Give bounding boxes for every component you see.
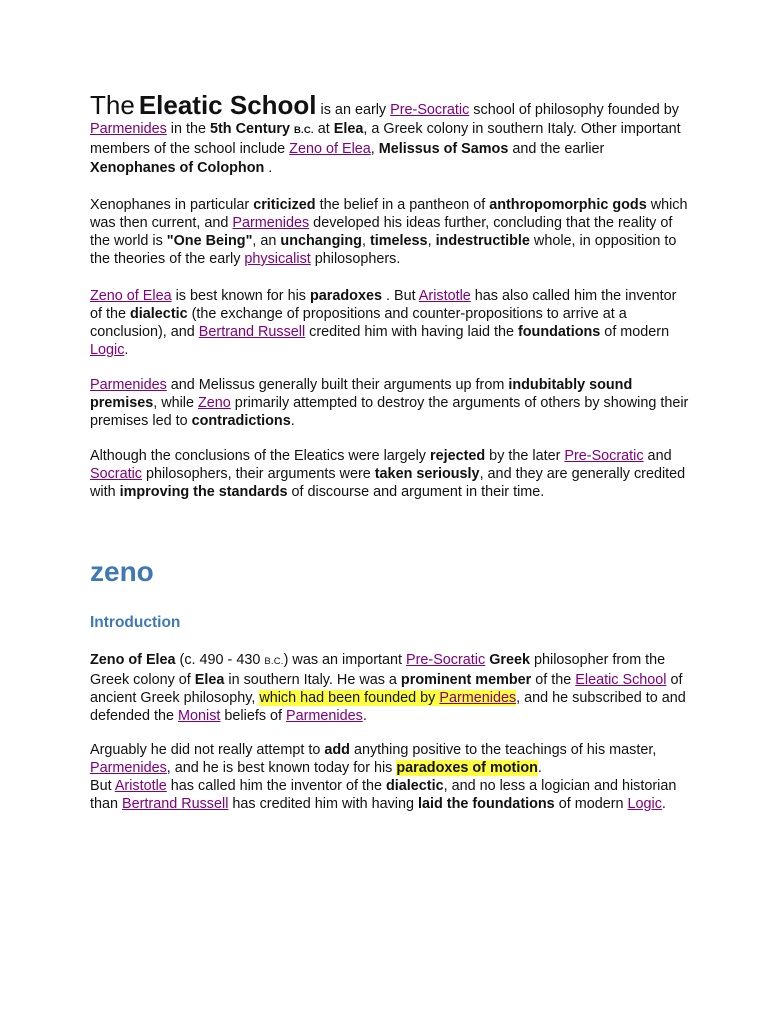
text: of discourse and argument in their time. (287, 484, 545, 500)
text: (c. 490 - 430 (175, 652, 265, 668)
bold-zeno-of-elea: Zeno of Elea (90, 652, 176, 668)
title-the: The (90, 90, 135, 120)
text: is best known for his (171, 288, 310, 304)
bold-contradictions: contradictions (191, 413, 291, 429)
text: , (427, 233, 436, 249)
bold-dialectic: dialectic (385, 778, 444, 794)
link-parmenides[interactable]: Parmenides (90, 760, 167, 776)
text: of ancient Greek philosophy, (90, 672, 683, 706)
bold-indestructible: indestructible (435, 233, 530, 249)
text: Although the conclusions of the Eleatics were largely (90, 448, 430, 464)
bold-taken-seriously: taken seriously (374, 466, 480, 482)
text: , and he subscribed to and defended the (90, 690, 686, 724)
text: . But (381, 288, 419, 304)
paragraph-zeno-paradoxes (90, 287, 690, 359)
text: and (643, 448, 672, 464)
bold-bc: B.C. (293, 125, 314, 136)
text: Arguably he did not really attempt to (90, 742, 325, 758)
text: . (362, 708, 367, 724)
text: philosophers, their arguments were (141, 466, 375, 482)
link-aristotle[interactable]: Aristotle (114, 778, 167, 794)
highlight-founded-by: which had been founded by (259, 690, 440, 706)
paragraph-eleatic-school (90, 90, 690, 178)
bold-improving-the-standards: improving the standards (119, 484, 288, 500)
bold-foundations: foundations (517, 324, 601, 340)
link-pre-socratic[interactable]: Pre-Socratic (406, 652, 486, 668)
text: , and they are generally credited with (90, 466, 686, 500)
text: , a Greek colony in southern Italy. Other important members of the school include (90, 121, 681, 157)
link-monist[interactable]: Monist (178, 708, 221, 724)
text: Xenophanes in particular (90, 197, 254, 213)
bold-rejected: rejected (429, 448, 486, 464)
paragraph-zeno-arguably (90, 741, 690, 813)
text: beliefs of (220, 708, 287, 724)
bold-melissus: Melissus of Samos (378, 141, 509, 157)
text: of modern (600, 324, 670, 340)
bold-laid-the-foundations: laid the foundations (417, 796, 555, 812)
link-bertrand-russell[interactable]: Bertrand Russell (122, 796, 229, 812)
bold-criticized: criticized (253, 197, 316, 213)
text: is an early (316, 102, 391, 118)
text: developed his ideas further, concluding that the reality of the world is (90, 215, 673, 249)
text: the belief in a pantheon of (315, 197, 490, 213)
subheading-introduction: Introduction (90, 614, 181, 631)
text: has credited him with having (228, 796, 418, 812)
text: credited him with having laid the (305, 324, 518, 340)
text: of modern (554, 796, 628, 812)
link-eleatic-school[interactable]: Eleatic School (575, 672, 667, 688)
text: , (370, 141, 379, 157)
link-parmenides[interactable]: Parmenides (90, 121, 167, 137)
paragraph-premises (90, 376, 690, 430)
text: and Melissus generally built their arguments up from (166, 377, 509, 393)
text: . (537, 760, 542, 776)
title-eleatic-school: Eleatic School (138, 90, 317, 120)
bold-elea: Elea (333, 121, 364, 137)
text: , an (252, 233, 281, 249)
bold-prominent-member: prominent member (400, 672, 532, 688)
bold-one-being: "One Being" (166, 233, 253, 249)
link-zeno-of-elea[interactable]: Zeno of Elea (90, 288, 172, 304)
bold-anthropomorphic-gods: anthropomorphic gods (489, 197, 647, 213)
bold-paradoxes: paradoxes (309, 288, 382, 304)
bold-5th-century: 5th Century (210, 121, 290, 137)
link-pre-socratic[interactable]: Pre-Socratic (564, 448, 644, 464)
link-zeno-of-elea[interactable]: Zeno of Elea (289, 141, 371, 157)
text: But (90, 778, 115, 794)
text: of the (531, 672, 576, 688)
text: , and no less a logician and historian than (90, 778, 677, 812)
text: in the (166, 121, 210, 137)
bold-unchanging: unchanging (280, 233, 362, 249)
text: in southern Italy. He was a (224, 672, 401, 688)
text: whole, in opposition to the theories of the early (90, 233, 677, 267)
paragraph-zeno-intro (90, 651, 690, 725)
text: has called him the inventor of the (166, 778, 386, 794)
link-physicalist[interactable]: physicalist (244, 251, 311, 267)
bold-timeless: timeless (369, 233, 428, 249)
link-parmenides[interactable]: Parmenides (286, 708, 363, 724)
text: by the later (485, 448, 565, 464)
bold-add: add (324, 742, 350, 758)
text: . (264, 160, 273, 176)
link-parmenides[interactable]: Parmenides (90, 377, 167, 393)
bold-elea: Elea (194, 672, 225, 688)
text: school of philosophy founded by (469, 102, 679, 118)
link-pre-socratic[interactable]: Pre-Socratic (390, 102, 470, 118)
bold-greek: Greek (489, 652, 530, 668)
text: , and he is best known today for his (166, 760, 397, 776)
link-aristotle[interactable]: Aristotle (418, 288, 471, 304)
link-parmenides[interactable]: Parmenides (232, 215, 310, 231)
text-bc: B.C. (264, 656, 284, 667)
link-parmenides-highlighted[interactable]: Parmenides (439, 690, 517, 706)
text: . (290, 413, 295, 429)
text: philosophers. (310, 251, 401, 267)
link-logic[interactable]: Logic (90, 342, 125, 358)
bold-dialectic: dialectic (130, 306, 188, 322)
text: philosopher from the Greek colony of (90, 652, 666, 688)
text: . (661, 796, 666, 812)
text: has also called him the inventor of the (90, 288, 677, 322)
section-heading-zeno: zeno (90, 556, 154, 587)
text: , while (153, 395, 198, 411)
text: (the exchange of propositions and counter-propositions to arrive at a conclusion), and (90, 306, 627, 340)
paragraph-conclusions (90, 447, 690, 501)
bold-xenophanes: Xenophanes of Colophon (90, 160, 265, 176)
link-socratic[interactable]: Socratic (90, 466, 142, 482)
highlight-paradoxes-of-motion: paradoxes of motion (396, 760, 538, 776)
text: primarily attempted to destroy the arguments of others by showing their premises led to (90, 395, 689, 429)
link-bertrand-russell[interactable]: Bertrand Russell (198, 324, 306, 340)
text: ) was an important (283, 652, 407, 668)
paragraph-xenophanes (90, 196, 690, 268)
text: and the earlier (508, 141, 605, 157)
text: , (361, 233, 370, 249)
text: . (124, 342, 129, 358)
link-logic[interactable]: Logic (627, 796, 662, 812)
text: at (313, 121, 334, 137)
text: which was then current, and (90, 197, 688, 231)
bold-indubitably-sound-premises: indubitably sound premises (90, 377, 633, 411)
text: anything positive to the teachings of his master, (349, 742, 657, 758)
link-zeno[interactable]: Zeno (198, 395, 231, 411)
